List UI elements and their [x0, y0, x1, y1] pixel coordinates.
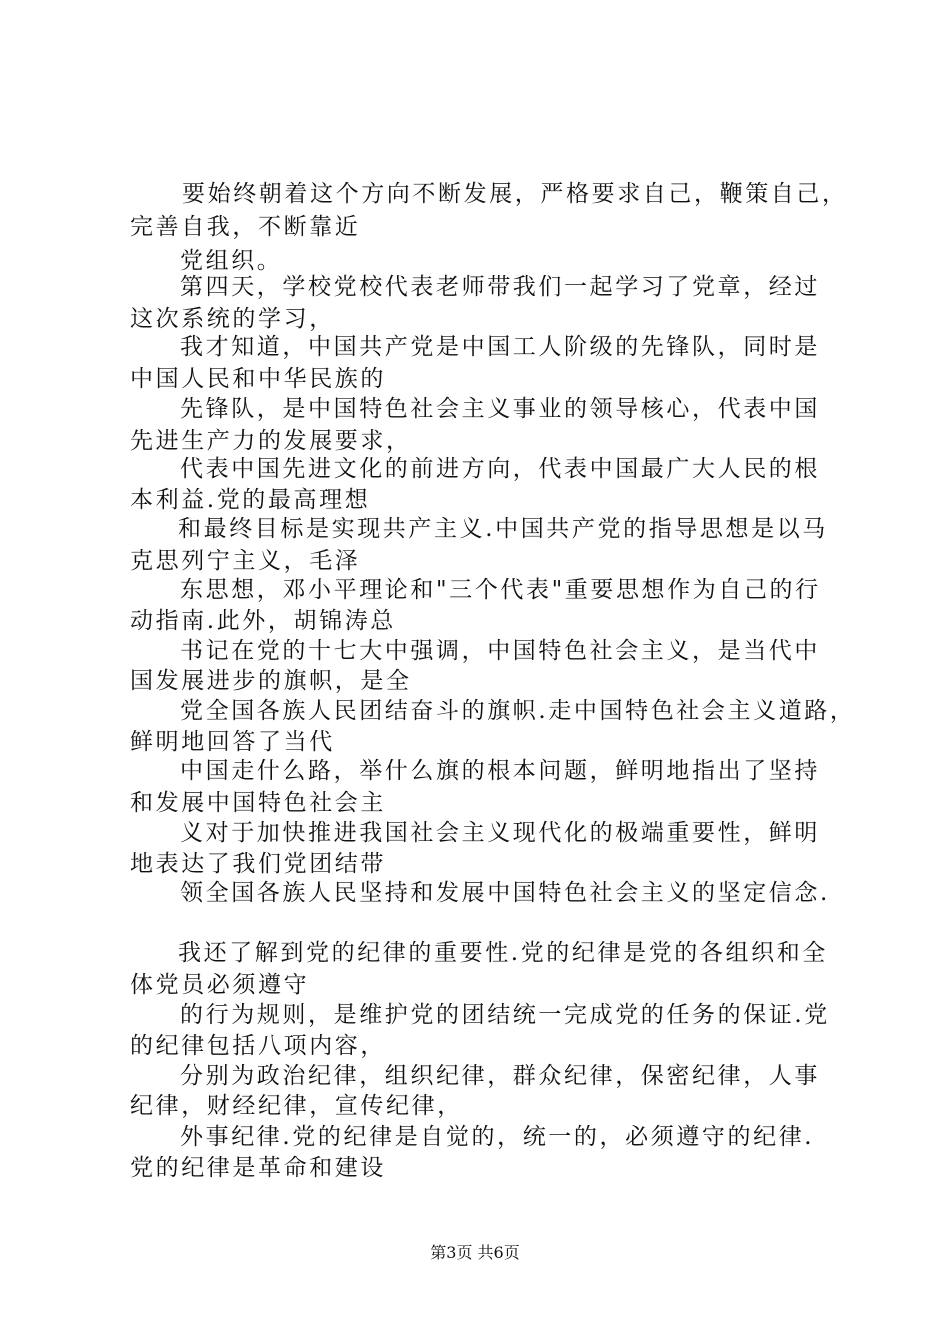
- text-line: 外事纪律.党的纪律是自觉的，统一的，必须遵守的纪律.: [180, 1124, 815, 1150]
- text-line: 东思想，邓小平理论和"三个代表"重要思想作为自己的行: [180, 577, 821, 603]
- text-line: 我才知道，中国共产党是中国工人阶级的先锋队，同时是: [180, 334, 820, 360]
- text-line: 这次系统的学习，: [130, 306, 335, 332]
- text-line: 的行为规则，是维护党的团结统一完成党的任务的保证.党: [180, 1002, 830, 1028]
- text-line: 地表达了我们党团结带: [130, 851, 386, 877]
- text-line: 我还了解到党的纪律的重要性.党的纪律是党的各组织和全: [178, 940, 828, 966]
- text-line: 本利益.党的最高理想: [130, 487, 371, 513]
- text-line: 领全国各族人民坚持和发展中国特色社会主义的坚定信念.: [180, 880, 830, 906]
- text-line: 党组织。: [180, 248, 283, 274]
- text-line: 完善自我，不断靠近: [130, 214, 361, 240]
- text-line: 先进生产力的发展要求，: [130, 428, 412, 454]
- text-line: 体党员必须遵守: [130, 972, 310, 998]
- text-line: 的纪律包括八项内容，: [130, 1033, 386, 1059]
- text-line: 克思列宁主义，毛泽: [130, 548, 361, 574]
- text-line: 代表中国先进文化的前进方向，代表中国最广大人民的根: [180, 456, 820, 482]
- text-line: 国发展进步的旗帜，是全: [130, 668, 412, 694]
- text-line: 鲜明地回答了当代: [130, 729, 335, 755]
- text-line: 第四天，学校党校代表老师带我们一起学习了党章，经过: [180, 274, 820, 300]
- text-line: 纪律，财经纪律，宣传纪律，: [130, 1093, 463, 1119]
- text-line: 分别为政治纪律，组织纪律，群众纪律，保密纪律，人事: [180, 1063, 820, 1089]
- page-footer: 第3页 共6页: [430, 1243, 520, 1262]
- text-line: 动指南.此外，胡锦涛总: [130, 608, 396, 634]
- text-line: 要始终朝着这个方向不断发展，严格要求自己，鞭策自己，: [182, 181, 848, 207]
- text-line: 中国走什么路，举什么旗的根本问题，鲜明地指出了坚持: [180, 758, 820, 784]
- text-line: 义对于加快推进我国社会主义现代化的极端重要性，鲜明: [180, 820, 820, 846]
- text-line: 党的纪律是革命和建设: [130, 1155, 386, 1181]
- text-line: 中国人民和中华民族的: [130, 366, 386, 392]
- text-line: 党全国各族人民团结奋斗的旗帜.走中国特色社会主义道路，: [180, 698, 856, 724]
- text-line: 先锋队，是中国特色社会主义事业的领导核心，代表中国: [180, 396, 820, 422]
- text-line: 和最终目标是实现共产主义.中国共产党的指导思想是以马: [178, 516, 828, 542]
- text-line: 书记在党的十七大中强调，中国特色社会主义，是当代中: [180, 638, 820, 664]
- text-line: 和发展中国特色社会主: [130, 790, 386, 816]
